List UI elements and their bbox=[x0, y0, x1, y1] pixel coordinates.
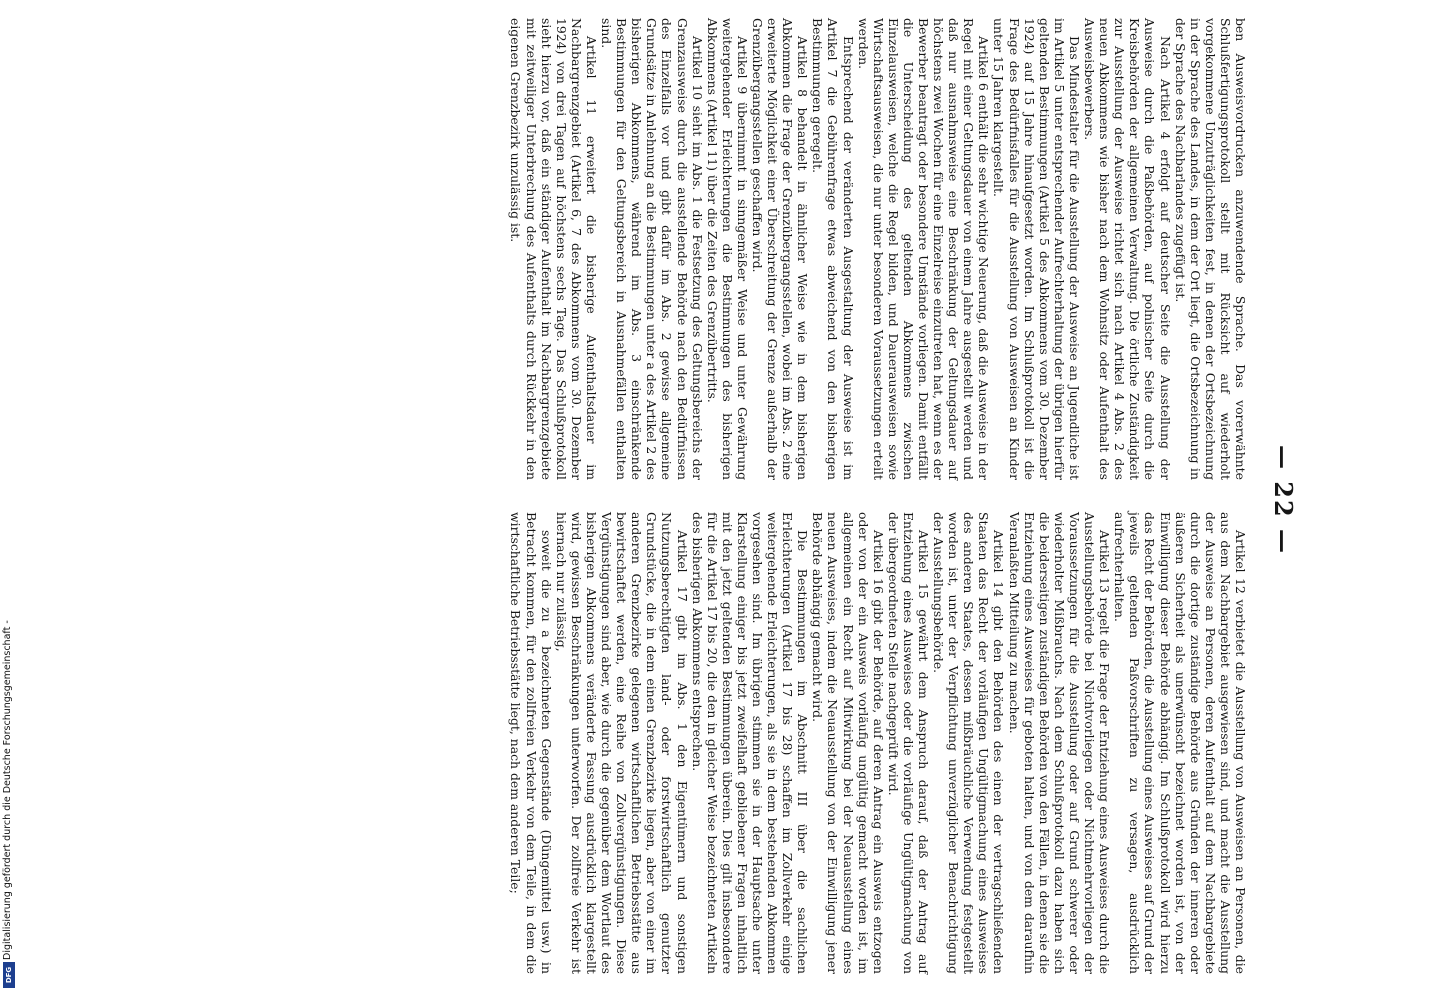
paragraph: Artikel 15 gewährt dem Anspruch darauf, daß der Antrag auf Entziehung eines Ausweises oder die vorläufige Ungültigmachung von der übergeordneten Stelle nachgeprüft wird. bbox=[885, 512, 932, 974]
paragraph: Das Mindestalter für die Ausstellung der Ausweise an Jugendliche ist im Artikel 5 unter entsprechender Aufrechterhaltung der übrigen hierfür geltenden Bestimmungen (Artikel 5 des Abkommens vom 30. Dezember 1924) auf 15 Jahre hinaufgesetzt worden. Im Schlußprotokoll ist die Frage des Bedürfnisfalles für die Ausstellung von Ausweisen an Kinder unter 15 Jahren klargestellt. bbox=[991, 18, 1082, 480]
text-column-left bbox=[508, 18, 1248, 480]
paragraph: Artikel 10 sieht im Abs. 1 die Festsetzung des Geltungsbereichs der Grenzausweise durch die ausstellende Behörde nach den Bedürfnissen des Einzelfalls vor und gibt dafür im Abs. 2 gewisse allgemeine Grundsätze in Anlehnung an die Bestimmungen unter a des Artikel 2 des bisherigen Abkommens, während im Abs. 3 einschränkende Bestimmungen für den Geltungsbereich in Ausnahmefällen enthalten sind. bbox=[599, 18, 705, 480]
paragraph: ben Ausweisvordrucken anzuwendende Sprache. Das vorerwähnte Schlußfertigungsprotokoll stellt mit Rücksicht auf wiederholt vorgekommene Unzuträglichkeiten fest, in denen der Ortsbezeichnung in der Sprache des Landes, in dem der Ort liegt, die Ortsbezeichnung in der Sprache des Nachbarlandes zugefügt ist. bbox=[1172, 18, 1248, 480]
rotated-document bbox=[130, 0, 1320, 1000]
paragraph: Artikel 17 gibt im Abs. 1 den Eigentümern und sonstigen Nutzungsberechtigten land- oder forstwirtschaftlich genutzter Grundstücke, die in dem einen Grenzbezirke liegen, aber von einer im anderen Grenzbezirke gelegenen wirtschaftlichen Betriebsstätte aus bewirtschaftet werden, eine Reihe von Zollvergünstigungen. Diese Vergünstigungen sind aber, wie durch die gegenüber dem Wortlaut des bisherigen Abkommens veränderte Fassung ausdrücklich klargestellt wird, gewissen Beschränkungen unterworfen. Der zollfreie Verkehr ist hiernach nur zulässig, bbox=[553, 512, 690, 974]
paragraph: Artikel 12 verbietet die Ausstellung von Ausweisen an Personen, die aus dem Nachbargebiet ausgewiesen sind, und macht die Ausstellung der Ausweise an Personen, deren Aufenthalt auf dem Nachbargebiete durch die dortige zuständige Behörde aus Gründen der inneren oder äußeren Sicherheit als unerwünscht bezeichnet worden ist, von der Einwilligung dieser Behörde abhängig. Im Schlußprotokoll wird hierzu das Recht der Behörden, die Ausstellung eines Ausweises auf Grund der jeweils geltenden Paßvorschriften zu versagen, ausdrücklich aufrechterhalten. bbox=[1112, 512, 1248, 974]
paragraph: Entsprechend der veränderten Ausgestaltung der Ausweise ist im Artikel 7 die Gebührenfrage etwas abweichend von den bisherigen Bestimmungen geregelt. bbox=[810, 18, 856, 480]
paragraph: Nach Artikel 4 erfolgt auf deutscher Seite die Ausstellung der Ausweise durch die Paßbehörden, auf polnischer Seite durch die Kreisbehörden der allgemeinen Verwaltung. Die örtliche Zuständigkeit zur Ausstellung der Ausweise richtet sich nach Artikel 4 Abs. 2 des neuen Abkommens wie bisher nach dem Wohnsitz oder Aufenthalt des Ausweisbewerbers. bbox=[1082, 18, 1173, 480]
paragraph: Artikel 16 gibt der Behörde, auf deren Antrag ein Ausweis entzogen oder von der ein Ausweis vorläufig ungültig gemacht worden ist, im allgemeinen ein Recht auf Mitwirkung bei der Neuausstellung eines neuen Ausweises, indem die Neuausstellung von der Einwilligung jener Behörde abhängig gemacht wird. bbox=[810, 512, 886, 974]
paragraph: Artikel 6 enthält die sehr wichtige Neuerung, daß die Ausweise in der Regel mit einer Geltungsdauer von einem Jahre ausgestellt werden und daß nur ausnahmsweise eine Beschränkung der Geltungsdauer auf höchstens zwei Wochen für eine Einzelreise einzutreten hat, wenn es der Bewerber beantragt oder besondere Umstände vorliegen. Damit entfällt die Unterscheidung des geltenden Abkommens zwischen Einzelausweisen, welche die Regel bilden, und Dauerausweisen sowie Wirtschaftsausweisen, die nur unter besonderen Voraussetzungen erteilt werden. bbox=[855, 18, 992, 480]
dfg-logo bbox=[3, 962, 15, 988]
paragraph: Artikel 9 übernimmt in sinngemäßer Weise und unter Gewährung weitergehender Erleichterungen die Bestimmungen des bisherigen Abkommens (Artikel 11) über die Zeiten des Grenzübertritts. bbox=[704, 18, 750, 480]
paragraph: Artikel 8 behandelt in ähnlicher Weise wie in dem bisherigen Abkommen die Frage der Grenzübergangsstellen, wobei im Abs. 2 eine erweiterte Möglichkeit einer Überschreitung der Grenze außerhalb der Grenzübergangsstellen geschaffen wird. bbox=[750, 18, 811, 480]
text-column-right bbox=[508, 512, 1248, 974]
paragraph: Artikel 11 erweitert die bisherige Aufenthaltsdauer im Nachbargrenzgebiet (Artikel 6, 7 des Abkommens vom 30. Dezember 1924) von drei Tagen auf höchstens sechs Tage. Das Schlußprotokoll sieht hierzu vor, daß ein ständiger Aufenthalt im Nachbargrenzgebiete mit zeitweiliger Unterbrechung des Aufenthalts durch Rückkehr in den eigenen Grenzbezirk unzulässig ist. bbox=[508, 18, 599, 480]
paragraph: soweit die zu a bezeichneten Gegenstände (Düngemittel usw.) in Betracht kommen, für den zollfreien Verkehr von dem Teile, in dem die wirtschaftliche Betriebsstätte liegt, nach dem anderen Teile; bbox=[508, 512, 554, 974]
page-number: — 22 — bbox=[1269, 444, 1298, 556]
paragraph: Artikel 13 regelt die Frage der Entziehung eines Ausweises durch die Ausstellungsbehörde bei Nichtvorliegen oder Nichtmehrvorliegen der Voraussetzungen für die Ausstellung oder auf Grund schwerer oder wiederholter Mißbrauchs. Nach dem Schlußprotokoll dazu haben sich die beiderseitigen zuständigen Behörden von den Fällen, in denen sie die Entziehung eines Ausweises für geboten halten, und von dem daraufhin Veranlaßten Mitteilung zu machen. bbox=[1006, 512, 1113, 974]
footer-text: Digitalisierung gefördert durch die Deutsche Forschungsgemeinschaft - bbox=[2, 620, 13, 960]
digitization-footer bbox=[2, 0, 14, 1000]
paragraph: Artikel 14 gibt den Behörden des einen der vertragschließenden Staaten das Recht der vorläufigen Ungültigmachung eines Ausweises des anderen Staates, dessen mißbräuchliche Verwendung festgestellt worden ist, unter der Verpflichtung unverzüglicher Benachrichtigung der Ausstellungsbehörde. bbox=[931, 512, 1007, 974]
paragraph: Die Bestimmungen im Abschnitt III über die sachlichen Erleichterungen (Artikel 17 bis 28) schaffen im Zollverkehr einige weitergehende Erleichterungen, als sie in dem bestehenden Abkommen vorgesehen sind. Im übrigen stimmen sie in der Hauptsache unter Klarstellung einiger bis jetzt zweifelhaft gebliebener Fragen inhaltlich mit den jetzt geltenden Bestimmungen überein. Dies gilt insbesondere für die Artikel 17 bis 20, die den in gleicher Weise bezeichneten Artikeln des bisherigen Abkommens entsprechen. bbox=[689, 512, 811, 974]
dfg-logo-text: DFG bbox=[5, 966, 13, 984]
